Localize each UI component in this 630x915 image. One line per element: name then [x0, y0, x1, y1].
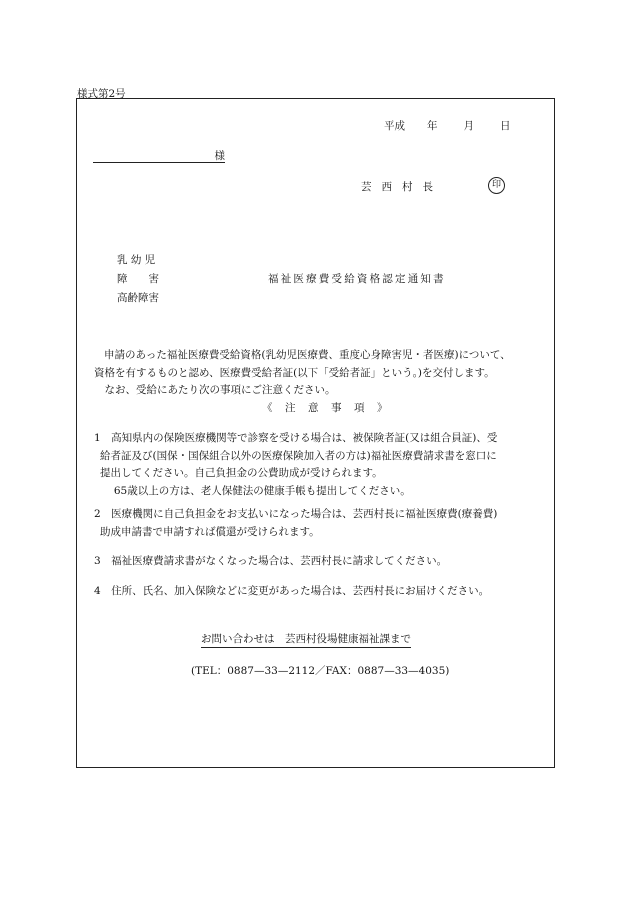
phone-fax-numbers: (TEL：0887—33—2112／FAX：0887—33—4035)	[191, 665, 450, 677]
sender-char: 長	[422, 181, 433, 193]
seal-mark: 印	[488, 177, 505, 194]
category-elderly-disabled: 高齢障害	[117, 292, 159, 304]
note-item-4	[94, 583, 552, 601]
note-line: 1 高知県内の保険医療機関等で診察を受ける場合は、被保険者証(又は組合員証)、受	[94, 432, 498, 444]
category-disabled: 障 害	[117, 273, 159, 285]
notes-heading: 《 注 意 事 項 》	[262, 402, 389, 414]
note-line: 65歳以上の方は、老人保健法の健康手帳も提出してください。	[100, 484, 411, 497]
note-item-2	[94, 506, 552, 541]
note-item-1	[94, 430, 552, 500]
note-line: 4 住所、氏名、加入保険などに変更があった場合は、芸西村長にお届けください。	[94, 585, 490, 597]
intro-line: なお、受給にあたり次の事項にご注意ください。	[94, 384, 336, 396]
date-month: 月	[463, 120, 474, 132]
intro-line: 申請のあった福祉医療費受給資格(乳幼児医療費、重度心身障害児・者医療)について、	[104, 349, 511, 361]
category-infant: 乳 幼 児	[117, 254, 156, 266]
sender-title	[361, 179, 433, 194]
sender-char: 西	[381, 181, 392, 193]
intro-paragraph	[94, 347, 552, 400]
date-year: 年	[427, 120, 438, 132]
note-line: 提出してください。自己負担金の公費助成が受けられます。	[100, 467, 383, 479]
sender-char: 芸	[361, 181, 372, 193]
note-item-3	[94, 553, 552, 571]
sender-char: 村	[402, 181, 413, 193]
addressee-line	[93, 148, 225, 163]
note-line: 給者証及び(国保・国保組合以外の医療保険加入者の方は)福祉医療費請求書を窓口に	[100, 449, 497, 462]
note-line: 3 福祉医療費請求書がなくなった場合は、芸西村長に請求してください。	[94, 555, 448, 567]
note-line: 助成申請書で申請すれば償還が受けられます。	[100, 525, 320, 538]
contact-info: お問い合わせは 芸西村役場健康福祉課まで	[201, 631, 411, 648]
note-line: 2 医療機関に自己負担金をお支払いになった場合は、芸西村長に福祉医療費(療養費)	[94, 508, 498, 520]
date-era: 平成	[384, 120, 405, 132]
date-line	[384, 118, 511, 133]
form-number-label: 様式第2号	[77, 88, 126, 100]
addressee-suffix: 様	[214, 150, 225, 162]
intro-line: 資格を有するものと認め、医療費受給者証(以下「受給者証」という。)を交付します。	[94, 366, 495, 379]
date-day: 日	[500, 120, 511, 132]
document-title: 福祉医療費受給資格認定通知書	[268, 273, 446, 285]
